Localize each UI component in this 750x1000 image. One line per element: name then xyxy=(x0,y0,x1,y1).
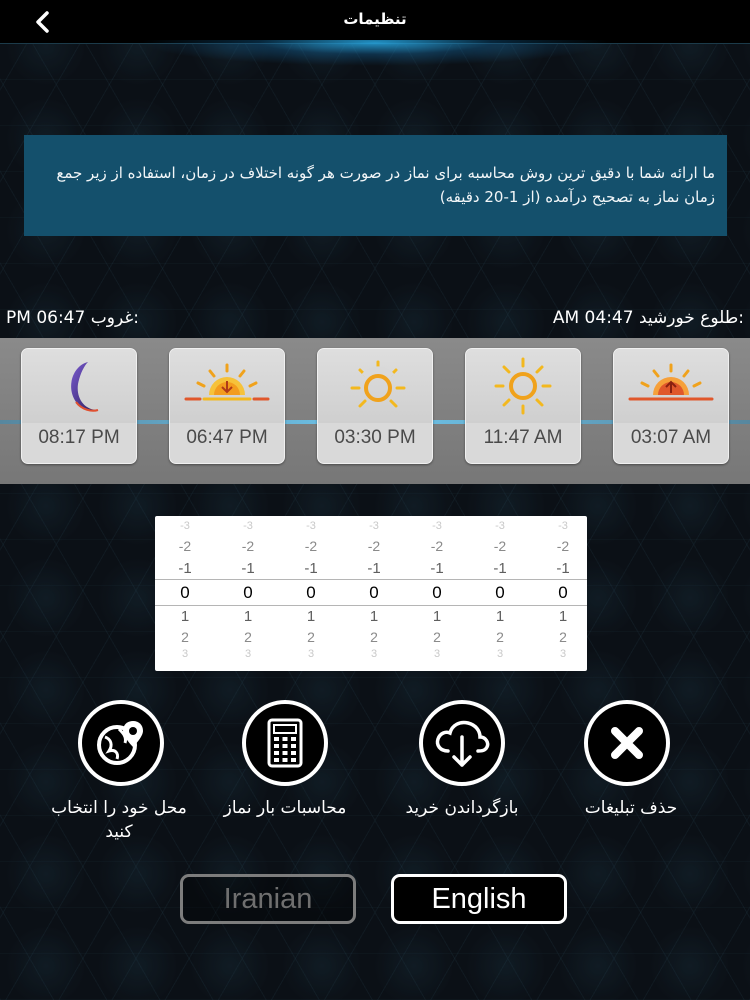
prayer-card-fajr[interactable] xyxy=(613,348,729,464)
picker-column[interactable] xyxy=(291,516,331,671)
picker-value: -3 xyxy=(495,520,505,532)
picker-value: 3 xyxy=(433,648,441,660)
sun-times-row xyxy=(0,308,750,334)
picker-value: 2 xyxy=(496,629,504,645)
language-iranian-button[interactable]: Iranian xyxy=(180,874,356,924)
picker-value: 1 xyxy=(495,608,505,625)
restore-purchase-button[interactable] xyxy=(380,700,540,860)
picker-value: -1 xyxy=(493,560,507,577)
prayer-time: 03:07 AM xyxy=(630,427,712,448)
picker-value: -3 xyxy=(432,520,442,532)
picker-value: 3 xyxy=(370,648,378,660)
picker-selected-value: 0 xyxy=(306,583,316,602)
picker-selected-value: 0 xyxy=(180,583,190,602)
choose-location-button[interactable] xyxy=(39,700,199,860)
picker-column[interactable] xyxy=(543,516,583,671)
prayer-calculations-button[interactable] xyxy=(216,700,376,860)
remove-ads-label: حذف تبلیغات xyxy=(584,798,678,818)
picker-value: -3 xyxy=(180,520,190,532)
page-title: تنظیمات xyxy=(343,10,407,28)
picker-value: 3 xyxy=(559,648,567,660)
picker-value: -3 xyxy=(369,520,379,532)
picker-value: -1 xyxy=(241,560,255,577)
picker-selected-value: 0 xyxy=(558,583,568,602)
picker-value: -2 xyxy=(556,538,570,554)
picker-value: -3 xyxy=(306,520,316,532)
picker-value: 1 xyxy=(432,608,442,625)
picker-value: -1 xyxy=(178,560,192,577)
picker-column[interactable] xyxy=(480,516,520,671)
picker-value: 1 xyxy=(306,608,316,625)
sunset-icon xyxy=(182,361,272,411)
top-bar xyxy=(0,0,750,44)
sunrise-time: AM 04:47 xyxy=(552,308,634,328)
cloud-download-icon xyxy=(432,715,492,771)
prayer-card-dhuhr[interactable] xyxy=(465,348,581,464)
prayer-time: 08:17 PM xyxy=(38,427,120,448)
picker-value: 3 xyxy=(181,648,189,660)
offset-picker[interactable] xyxy=(155,516,587,671)
header-glow xyxy=(140,40,610,66)
picker-value: 1 xyxy=(369,608,379,625)
language-english-button[interactable]: English xyxy=(391,874,567,924)
info-message: ما ارائه شما با دقیق ترین روش محاسبه برای نماز در صورت هر گونه اختلاف در زمان، استفاده از زیر جمع زمان نماز به تصحیح درآمده (از 1-20 دقیقه) xyxy=(24,135,727,236)
picker-value: 2 xyxy=(244,629,252,645)
sunrise-icon xyxy=(626,361,716,411)
picker-value: -2 xyxy=(304,538,318,554)
prayer-time: 06:47 PM xyxy=(186,427,268,448)
picker-selected-value: 0 xyxy=(369,583,379,602)
picker-value: -2 xyxy=(430,538,444,554)
picker-value: 3 xyxy=(496,648,504,660)
close-x-icon xyxy=(607,723,647,763)
picker-column[interactable] xyxy=(165,516,205,671)
prayer-card-asr[interactable] xyxy=(317,348,433,464)
picker-value: -2 xyxy=(367,538,381,554)
sunrise-info xyxy=(553,308,744,328)
picker-value: 2 xyxy=(307,629,315,645)
picker-value: -1 xyxy=(556,560,570,577)
picker-selected-value: 0 xyxy=(243,583,253,602)
prayer-calculations-label: محاسبات بار نماز xyxy=(223,798,347,818)
picker-value: 2 xyxy=(370,629,378,645)
restore-purchase-label: بازگرداندن خرید xyxy=(405,798,519,818)
picker-value: -3 xyxy=(243,520,253,532)
picker-selected-value: 0 xyxy=(432,583,442,602)
moon-icon xyxy=(54,358,104,414)
choose-location-label: محل خود را انتخاب کنید xyxy=(51,798,187,842)
picker-value: -2 xyxy=(241,538,255,554)
picker-value: 2 xyxy=(559,629,567,645)
prayer-card-maghrib[interactable] xyxy=(169,348,285,464)
picker-value: -1 xyxy=(367,560,381,577)
noon-sun-icon xyxy=(488,355,558,417)
picker-value: -1 xyxy=(304,560,318,577)
picker-value: 2 xyxy=(181,629,189,645)
picker-value: -2 xyxy=(178,538,192,554)
sunset-time: PM 06:47 xyxy=(6,308,86,328)
prayer-times-band xyxy=(0,338,750,484)
picker-value: 1 xyxy=(558,608,568,625)
picker-value: -3 xyxy=(558,520,568,532)
picker-value: 1 xyxy=(243,608,253,625)
picker-selected-value: 0 xyxy=(495,583,505,602)
picker-value: 3 xyxy=(244,648,252,660)
calculator-icon xyxy=(263,718,307,768)
sunrise-label: طلوع خورشید: xyxy=(638,308,744,328)
picker-value: -1 xyxy=(430,560,444,577)
sunset-info xyxy=(6,308,139,328)
picker-value: 3 xyxy=(307,648,315,660)
prayer-time: 11:47 AM xyxy=(483,427,563,448)
picker-value: 2 xyxy=(433,629,441,645)
picker-column[interactable] xyxy=(417,516,457,671)
picker-column[interactable] xyxy=(228,516,268,671)
sunset-label: غروب: xyxy=(90,308,139,328)
picker-value: -2 xyxy=(493,538,507,554)
afternoon-sun-icon xyxy=(340,356,410,416)
picker-column[interactable] xyxy=(354,516,394,671)
prayer-card-isha[interactable] xyxy=(21,348,137,464)
location-globe-icon xyxy=(93,715,149,771)
remove-ads-button[interactable] xyxy=(551,700,711,860)
picker-value: 1 xyxy=(180,608,190,625)
prayer-time: 03:30 PM xyxy=(334,427,416,448)
